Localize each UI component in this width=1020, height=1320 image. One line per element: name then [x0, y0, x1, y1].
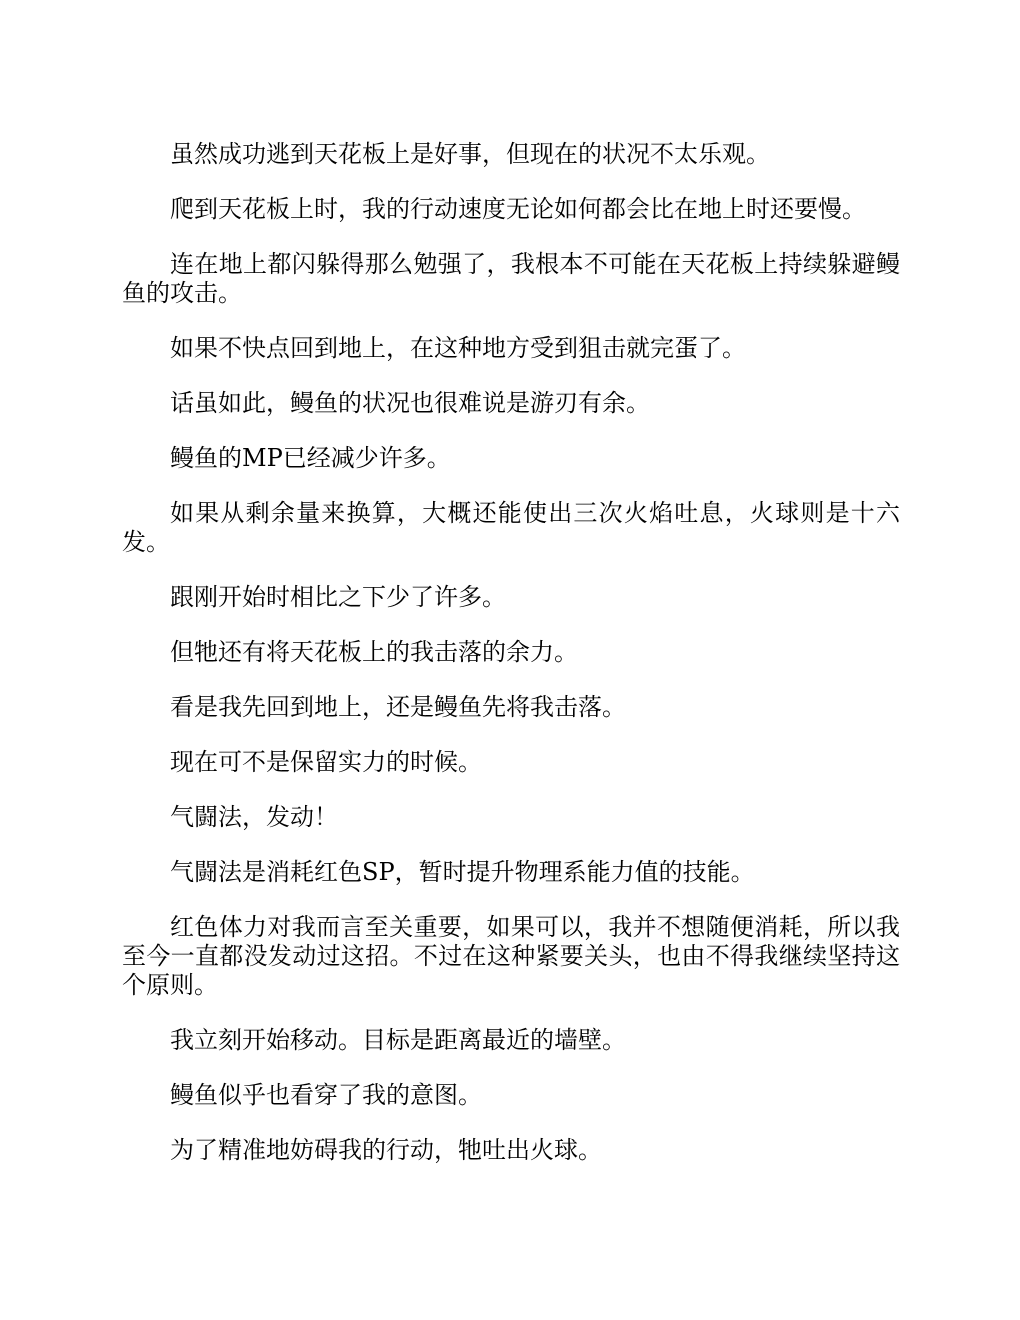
- paragraph: 虽然成功逃到天花板上是好事，但现在的状况不太乐观。: [170, 140, 770, 168]
- paragraph: 看是我先回到地上，还是鳗鱼先将我击落。: [170, 693, 626, 721]
- paragraph: 鳗鱼似乎也看穿了我的意图。: [170, 1081, 482, 1109]
- paragraph: 我立刻开始移动。目标是距离最近的墙壁。: [170, 1026, 626, 1054]
- paragraph: 爬到天花板上时，我的行动速度无论如何都会比在地上时还要慢。: [170, 195, 866, 223]
- paragraph: 鳗鱼的MP已经减少许多。: [170, 444, 451, 472]
- paragraph: 为了精准地妨碍我的行动，牠吐出火球。: [170, 1136, 602, 1164]
- paragraph: 现在可不是保留实力的时候。: [170, 748, 482, 776]
- document-page: [122, 140, 900, 1191]
- paragraph: 如果从剩余量来换算，大概还能使出三次火焰吐息，火球则是十六发。: [122, 499, 900, 556]
- paragraph: 但牠还有将天花板上的我击落的余力。: [170, 638, 578, 666]
- paragraph: 红色体力对我而言至关重要，如果可以，我并不想随便消耗，所以我至今一直都没发动过这招。不过在这种紧要关头，也由不得我继续坚持这个原则。: [122, 913, 900, 999]
- paragraph: 连在地上都闪躲得那么勉强了，我根本不可能在天花板上持续躲避鳗鱼的攻击。: [122, 250, 900, 307]
- paragraph: 跟刚开始时相比之下少了许多。: [170, 583, 506, 611]
- paragraph: 气闘法是消耗红色SP，暂时提升物理系能力值的技能。: [170, 858, 755, 886]
- paragraph: 话虽如此，鳗鱼的状况也很难说是游刃有余。: [170, 389, 650, 417]
- paragraph: 如果不快点回到地上，在这种地方受到狙击就完蛋了。: [170, 334, 746, 362]
- paragraph: 气闘法，发动！: [170, 803, 338, 831]
